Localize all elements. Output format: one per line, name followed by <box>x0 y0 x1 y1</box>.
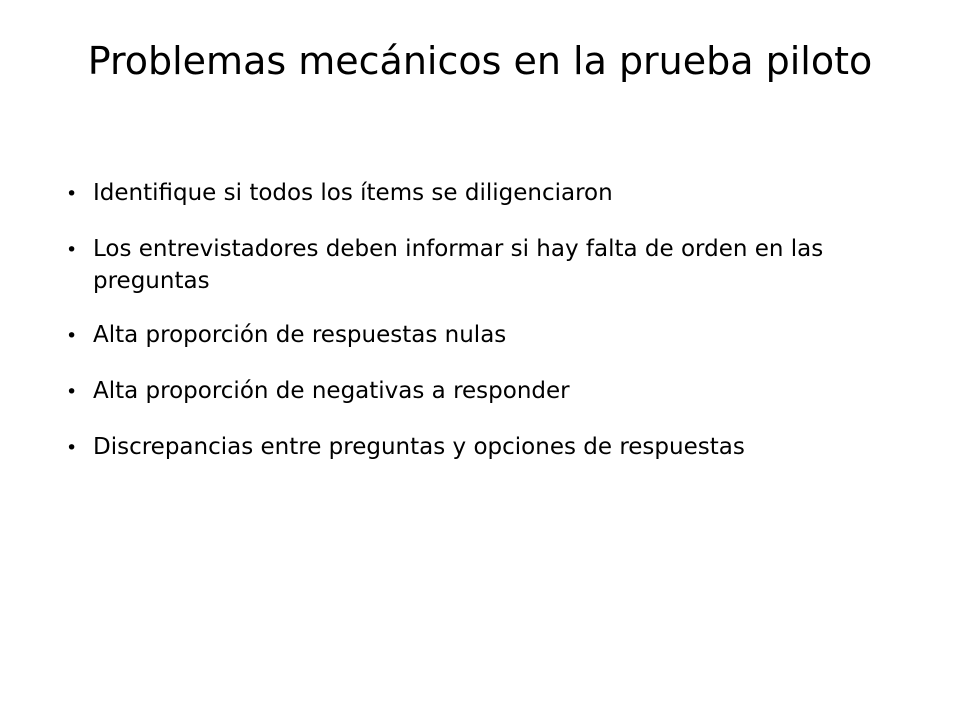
bullet-icon: • <box>66 437 78 459</box>
bullet-item <box>66 375 866 409</box>
bullet-text: Discrepancias entre preguntas y opciones de respuestas <box>93 434 745 460</box>
bullet-item <box>66 177 866 211</box>
bullet-item <box>66 431 866 465</box>
bullet-icon: • <box>66 239 78 261</box>
bullet-list <box>66 177 866 487</box>
bullet-item <box>66 233 866 297</box>
bullet-item <box>66 319 866 353</box>
bullet-text: Alta proporción de negativas a responder <box>93 378 570 404</box>
bullet-text: Los entrevistadores deben informar si hay falta de orden en las preguntas <box>93 236 824 294</box>
bullet-icon: • <box>66 381 78 403</box>
bullet-icon: • <box>66 183 78 205</box>
bullet-icon: • <box>66 325 78 347</box>
bullet-text: Identifique si todos los ítems se diligenciaron <box>93 180 613 206</box>
bullet-text: Alta proporción de respuestas nulas <box>93 322 507 348</box>
slide-title: Problemas mecánicos en la prueba piloto <box>87 39 873 83</box>
